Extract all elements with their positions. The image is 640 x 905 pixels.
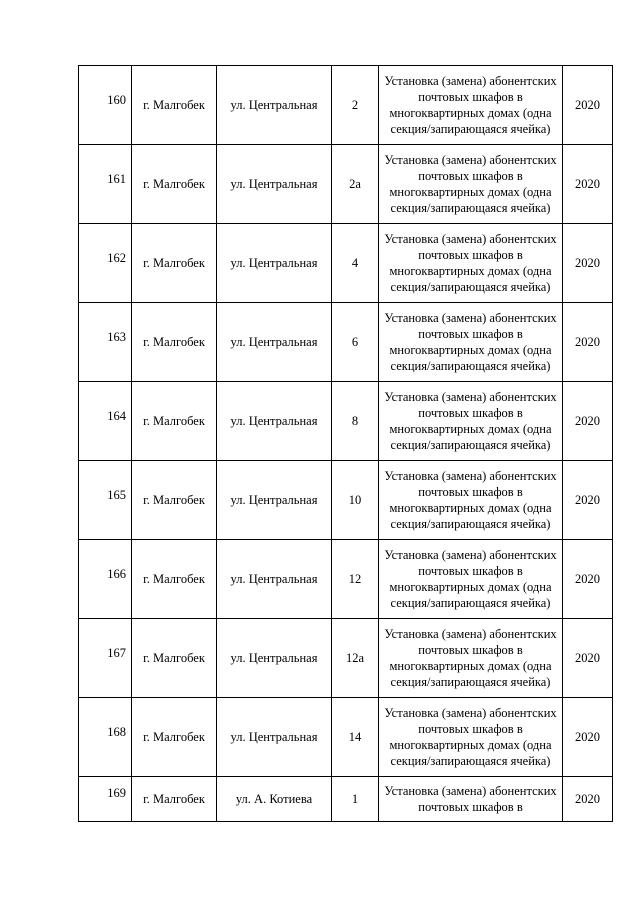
city-cell: г. Малгобек [132, 145, 217, 224]
city-cell: г. Малгобек [132, 224, 217, 303]
table-row [79, 145, 613, 224]
year-cell: 2020 [563, 382, 613, 461]
row-number: 169 [79, 777, 132, 822]
year-cell: 2020 [563, 777, 613, 822]
year-cell: 2020 [563, 540, 613, 619]
year-cell: 2020 [563, 145, 613, 224]
street-cell: ул. Центральная [217, 540, 332, 619]
table-row [79, 224, 613, 303]
year-cell: 2020 [563, 698, 613, 777]
year-cell: 2020 [563, 224, 613, 303]
table-row [79, 777, 613, 822]
row-number: 164 [79, 382, 132, 461]
row-number: 168 [79, 698, 132, 777]
work-type-text: Установка (замена) абонентских почтовых шкафов в многоквартирных домах (одна секция/запирающаяся ячейка) [384, 469, 557, 531]
row-number: 166 [79, 540, 132, 619]
work-type-text: Установка (замена) абонентских почтовых шкафов в многоквартирных домах (одна секция/запирающаяся ячейка) [384, 706, 557, 768]
work-type-cell [379, 66, 563, 145]
city-cell: г. Малгобек [132, 777, 217, 822]
row-number: 160 [79, 66, 132, 145]
work-type-text: Установка (замена) абонентских почтовых шкафов в многоквартирных домах (одна секция/запирающаяся ячейка) [384, 627, 557, 689]
house-number-cell: 2 [332, 66, 379, 145]
work-type-cell [379, 145, 563, 224]
house-number-cell: 1 [332, 777, 379, 822]
work-type-cell [379, 777, 563, 822]
work-type-text: Установка (замена) абонентских почтовых шкафов в многоквартирных домах (одна секция/запирающаяся ячейка) [384, 548, 557, 610]
city-cell: г. Малгобек [132, 619, 217, 698]
work-type-text: Установка (замена) абонентских почтовых шкафов в многоквартирных домах (одна секция/запирающаяся ячейка) [384, 74, 557, 136]
work-type-cell [379, 461, 563, 540]
work-type-cell [379, 619, 563, 698]
work-type-text: Установка (замена) абонентских почтовых шкафов в многоквартирных домах (одна секция/запирающаяся ячейка) [384, 311, 557, 373]
row-number: 167 [79, 619, 132, 698]
house-number-cell: 4 [332, 224, 379, 303]
street-cell: ул. Центральная [217, 224, 332, 303]
year-cell: 2020 [563, 66, 613, 145]
street-cell: ул. Центральная [217, 619, 332, 698]
table-row [79, 540, 613, 619]
year-cell: 2020 [563, 619, 613, 698]
work-type-cell [379, 698, 563, 777]
row-number: 161 [79, 145, 132, 224]
street-cell: ул. Центральная [217, 382, 332, 461]
year-cell: 2020 [563, 303, 613, 382]
city-cell: г. Малгобек [132, 303, 217, 382]
year-cell: 2020 [563, 461, 613, 540]
house-number-cell: 6 [332, 303, 379, 382]
work-type-text: Установка (замена) абонентских почтовых шкафов в многоквартирных домах (одна секция/запирающаяся ячейка) [384, 153, 557, 215]
house-number-cell: 12а [332, 619, 379, 698]
street-cell: ул. Центральная [217, 303, 332, 382]
work-type-cell [379, 224, 563, 303]
house-number-cell: 2а [332, 145, 379, 224]
city-cell: г. Малгобек [132, 382, 217, 461]
house-number-cell: 14 [332, 698, 379, 777]
house-number-cell: 8 [332, 382, 379, 461]
house-number-cell: 10 [332, 461, 379, 540]
row-number: 163 [79, 303, 132, 382]
table-row [79, 382, 613, 461]
street-cell: ул. Центральная [217, 461, 332, 540]
row-number: 165 [79, 461, 132, 540]
work-type-cell [379, 382, 563, 461]
work-type-cell [379, 540, 563, 619]
street-cell: ул. Центральная [217, 145, 332, 224]
table-row [79, 66, 613, 145]
city-cell: г. Малгобек [132, 698, 217, 777]
table-row [79, 698, 613, 777]
street-cell: ул. Центральная [217, 66, 332, 145]
city-cell: г. Малгобек [132, 540, 217, 619]
work-type-text: Установка (замена) абонентских почтовых шкафов в [384, 784, 557, 814]
house-number-cell: 12 [332, 540, 379, 619]
street-cell: ул. А. Котиева [217, 777, 332, 822]
work-type-cell [379, 303, 563, 382]
street-cell: ул. Центральная [217, 698, 332, 777]
table-row [79, 303, 613, 382]
city-cell: г. Малгобек [132, 66, 217, 145]
table-row [79, 619, 613, 698]
works-schedule-table [78, 65, 613, 822]
work-type-text: Установка (замена) абонентских почтовых шкафов в многоквартирных домах (одна секция/запирающаяся ячейка) [384, 232, 557, 294]
row-number: 162 [79, 224, 132, 303]
city-cell: г. Малгобек [132, 461, 217, 540]
work-type-text: Установка (замена) абонентских почтовых шкафов в многоквартирных домах (одна секция/запирающаяся ячейка) [384, 390, 557, 452]
table-row [79, 461, 613, 540]
